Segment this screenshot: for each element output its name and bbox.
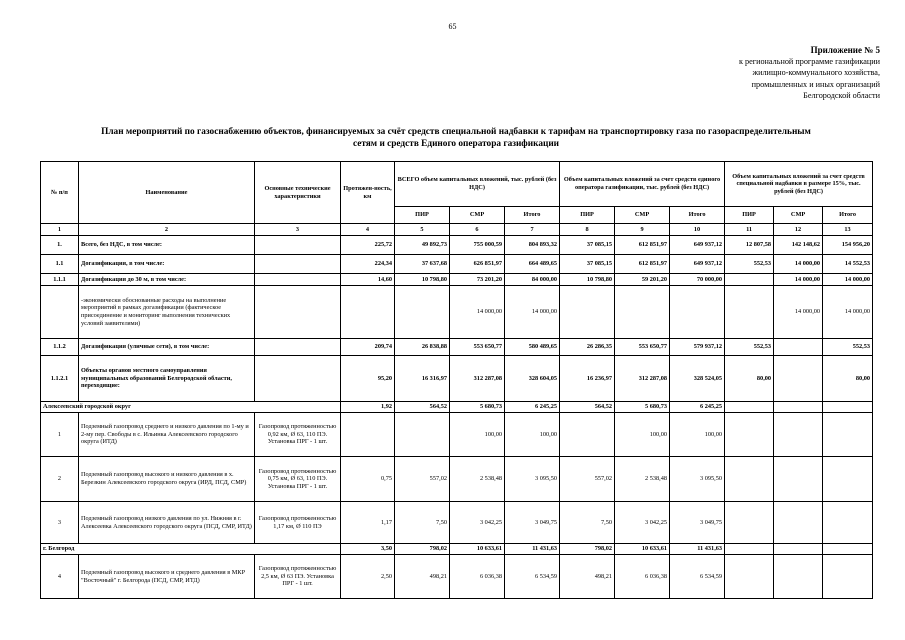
row-length: 1,17 [341,502,395,544]
row-num: 1 [41,413,79,457]
cell-value: 11 431,63 [505,544,560,555]
document-title [40,126,872,150]
cell-value: 12 807,58 [725,236,774,255]
appendix-line: промышленных и иных организаций [751,79,880,89]
cell-value: 6 036,38 [450,555,505,599]
column-number: 11 [725,224,774,236]
investment-plan-table [40,161,873,599]
cell-value: 80,00 [725,356,774,402]
column-number: 10 [670,224,725,236]
cell-value: 328 524,05 [670,356,725,402]
cell-value: 649 937,12 [670,236,725,255]
row-length: 209,74 [341,339,395,356]
cell-value: 564,52 [395,402,450,413]
cell-value: 37 637,68 [395,255,450,274]
cell-value [774,339,823,356]
cell-value [725,286,774,339]
cell-value: 10 798,80 [395,274,450,286]
row-length: 95,20 [341,356,395,402]
cell-value: 3 049,75 [505,502,560,544]
cell-value [823,544,873,555]
cell-value: 579 937,12 [670,339,725,356]
cell-value: 564,52 [560,402,615,413]
cell-value: 557,02 [395,457,450,502]
appendix-line: жилищно-коммунального хозяйства, [752,68,880,78]
row-num: 1.1 [41,255,79,274]
header-operator: Объем капитальных вложений за счет средств единого оператора газификации, тыс. рублей (без НДС) [560,162,725,207]
cell-value [615,286,670,339]
row-length [341,413,395,457]
column-number-row [41,224,873,236]
cell-value: 649 937,12 [670,255,725,274]
row-name: Догазификация, в том числе: [79,255,255,274]
cell-value [725,544,774,555]
column-number: 8 [560,224,615,236]
row-name: Догазификация (уличные сети), в том числе: [79,339,255,356]
cell-value: 16 236,97 [560,356,615,402]
district-row [41,402,873,413]
cell-value [774,413,823,457]
cell-value: 3 049,75 [670,502,725,544]
district-name: г. Белгород [41,544,341,555]
cell-value: 80,00 [823,356,873,402]
appendix-number: Приложение № 5 [810,45,880,55]
table-row [41,286,873,339]
header-name: Наименование [79,162,255,224]
cell-value: 3 042,25 [450,502,505,544]
cell-value: 7,50 [395,502,450,544]
row-name: Подземный газопровод низкого давления по ул. Нижняя в г. Алексеевка Алексеевского городского округа (ПСД, СМР, ИТД) [79,502,255,544]
cell-value: 580 489,65 [505,339,560,356]
row-num: 1.1.2.1 [41,356,79,402]
cell-value: 37 085,15 [560,236,615,255]
table-row [41,457,873,502]
cell-value: 7,50 [560,502,615,544]
cell-value: 100,00 [505,413,560,457]
cell-value [670,286,725,339]
page-number: 65 [448,22,457,31]
cell-value: 498,21 [395,555,450,599]
header-pir: ПИР [725,207,774,224]
cell-value: 6 036,38 [615,555,670,599]
cell-value: 312 287,08 [615,356,670,402]
cell-value: 612 851,97 [615,255,670,274]
header-pir: ПИР [395,207,450,224]
row-name: -экономически обоснованные расходы на выполнение мероприятий в рамках догазификации (фактическое присоединение и мониторинг выполнения технических условий заявителями) [79,286,255,339]
cell-value: 16 316,97 [395,356,450,402]
column-number: 4 [341,224,395,236]
table-row [41,236,873,255]
header-num: № п/п [41,162,79,224]
cell-value: 798,02 [395,544,450,555]
cell-value: 14 000,00 [823,274,873,286]
cell-value: 142 148,62 [774,236,823,255]
cell-value: 553 650,77 [450,339,505,356]
cell-value [725,402,774,413]
column-number: 7 [505,224,560,236]
row-characteristics: Газопровод протяженностью 1,17 км, Ø 110 ПЭ [255,502,341,544]
cell-value: 5 680,73 [450,402,505,413]
row-name: Догазификация до 30 м, в том числе: [79,274,255,286]
cell-value: 804 893,32 [505,236,560,255]
row-length: 225,72 [341,236,395,255]
cell-value [823,555,873,599]
district-name: Алексеевский городской округ [41,402,341,413]
cell-value: 154 956,20 [823,236,873,255]
row-length: 14,60 [341,274,395,286]
cell-value: 14 552,53 [823,255,873,274]
cell-value: 14 000,00 [774,274,823,286]
header-itogo: Итого [823,207,873,224]
header-smr: СМР [774,207,823,224]
cell-value [725,502,774,544]
header-total: ВСЕГО объем капитальных вложений, тыс. рублей (без НДС) [395,162,560,207]
cell-value: 6 534,59 [505,555,560,599]
cell-value: 755 000,59 [450,236,505,255]
cell-value: 100,00 [670,413,725,457]
cell-value: 26 286,35 [560,339,615,356]
cell-value [823,402,873,413]
row-length: 1,92 [341,402,395,413]
cell-value [725,555,774,599]
header-pir: ПИР [560,207,615,224]
column-number: 2 [79,224,255,236]
header-characteristics: Основные технические характеристики [255,162,341,224]
cell-value [823,457,873,502]
cell-value: 14 000,00 [823,286,873,339]
header-itogo: Итого [505,207,560,224]
cell-value: 10 633,61 [450,544,505,555]
cell-value: 557,02 [560,457,615,502]
row-length: 2,50 [341,555,395,599]
row-num: 4 [41,555,79,599]
table-row [41,356,873,402]
row-num: 3 [41,502,79,544]
cell-value: 2 538,48 [615,457,670,502]
cell-value [774,502,823,544]
cell-value: 553 650,77 [615,339,670,356]
appendix-line: к региональной программе газификации [738,57,880,67]
row-num: 1.1.1 [41,274,79,286]
cell-value [774,356,823,402]
cell-value: 3 095,50 [505,457,560,502]
row-characteristics [255,339,341,356]
cell-value: 84 000,00 [505,274,560,286]
column-number: 9 [615,224,670,236]
row-characteristics [255,286,341,339]
row-name: Подземный газопровод высокого и среднего давления в МКР "Восточный" г. Белгорода (ПСД, СМР, ИТД) [79,555,255,599]
cell-value [774,402,823,413]
cell-value [395,286,450,339]
cell-value [823,413,873,457]
cell-value: 10 633,61 [615,544,670,555]
cell-value: 328 604,05 [505,356,560,402]
row-characteristics [255,274,341,286]
row-characteristics: Газопровод протяженностью 0,92 км, Ø 63, 110 ПЭ. Установка ПРГ - 1 шт. [255,413,341,457]
row-length [341,286,395,339]
table-row [41,255,873,274]
appendix-line: Белгородской области [803,90,880,100]
table-row [41,413,873,457]
cell-value [774,457,823,502]
header-itogo: Итого [670,207,725,224]
cell-value: 626 851,97 [450,255,505,274]
table-row [41,502,873,544]
cell-value: 70 000,00 [670,274,725,286]
cell-value: 3 042,25 [615,502,670,544]
column-number: 3 [255,224,341,236]
cell-value: 6 245,25 [505,402,560,413]
cell-value: 37 085,15 [560,255,615,274]
cell-value [774,544,823,555]
row-num [41,286,79,339]
cell-value: 612 851,97 [615,236,670,255]
row-characteristics [255,255,341,274]
row-characteristics [255,356,341,402]
header-smr: СМР [450,207,505,224]
row-name: Всего, без НДС, в том числе: [79,236,255,255]
row-name: Подземный газопровод высокого и низкого давления в х. Березкин Алексеевского городского округа (ИРД, ПСД, СМР) [79,457,255,502]
cell-value: 10 798,80 [560,274,615,286]
column-number: 5 [395,224,450,236]
cell-value [774,555,823,599]
column-number: 6 [450,224,505,236]
cell-value [560,413,615,457]
row-length: 224,34 [341,255,395,274]
row-length: 0,75 [341,457,395,502]
cell-value: 6 245,25 [670,402,725,413]
title-line: сетям и средств Единого оператора газификации [352,139,560,149]
district-row [41,544,873,555]
row-name: Объекты органов местного самоуправления муниципальных образований Белгородской области, переходящие: [79,356,255,402]
header-row [41,162,873,207]
row-num: 1. [41,236,79,255]
cell-value: 14 000,00 [774,286,823,339]
cell-value: 49 892,73 [395,236,450,255]
cell-value: 6 534,59 [670,555,725,599]
cell-value: 498,21 [560,555,615,599]
cell-value: 3 095,50 [670,457,725,502]
cell-value: 5 680,73 [615,402,670,413]
cell-value [823,502,873,544]
header-smr: СМР [615,207,670,224]
cell-value: 11 431,63 [670,544,725,555]
cell-value [560,286,615,339]
cell-value: 14 000,00 [505,286,560,339]
table-row [41,339,873,356]
cell-value: 798,02 [560,544,615,555]
cell-value: 14 000,00 [450,286,505,339]
table-row [41,274,873,286]
cell-value: 14 000,00 [774,255,823,274]
cell-value: 100,00 [450,413,505,457]
row-characteristics: Газопровод протяженностью 0,75 км, Ø 63, 110 ПЭ. Установка ПРГ - 1 шт. [255,457,341,502]
column-number: 13 [823,224,873,236]
cell-value: 552,53 [725,339,774,356]
row-length: 3,50 [341,544,395,555]
row-characteristics [255,236,341,255]
appendix-header [650,45,880,101]
row-characteristics: Газопровод протяженностью 2,5 км, Ø 63 ПЭ. Установка ПРГ - 1 шт. [255,555,341,599]
column-number: 12 [774,224,823,236]
cell-value: 552,53 [823,339,873,356]
cell-value: 59 201,20 [615,274,670,286]
cell-value [395,413,450,457]
cell-value: 664 489,65 [505,255,560,274]
cell-value: 2 538,48 [450,457,505,502]
cell-value: 73 201,20 [450,274,505,286]
cell-value [725,413,774,457]
cell-value: 552,53 [725,255,774,274]
table-row [41,555,873,599]
cell-value: 26 838,88 [395,339,450,356]
column-number: 1 [41,224,79,236]
cell-value [725,457,774,502]
cell-value: 312 287,08 [450,356,505,402]
row-num: 1.1.2 [41,339,79,356]
header-special: Объем капитальных вложений за счет средств специальной надбавки в размере 15%, тыс. рублей (без НДС) [725,162,873,207]
row-num: 2 [41,457,79,502]
cell-value: 100,00 [615,413,670,457]
row-name: Подземный газопровод среднего и низкого давления по 1-му и 2-му пер. Свободы в с. Ильинка Алексеевского городского округа (ИТД) [79,413,255,457]
cell-value [725,274,774,286]
title-line: План мероприятий по газоснабжению объектов, финансируемых за счёт средств специальной надбавки к тарифам на транспортировку газа по газораспределительным [101,127,811,137]
header-length: Протяжен-ность, км [341,162,395,224]
